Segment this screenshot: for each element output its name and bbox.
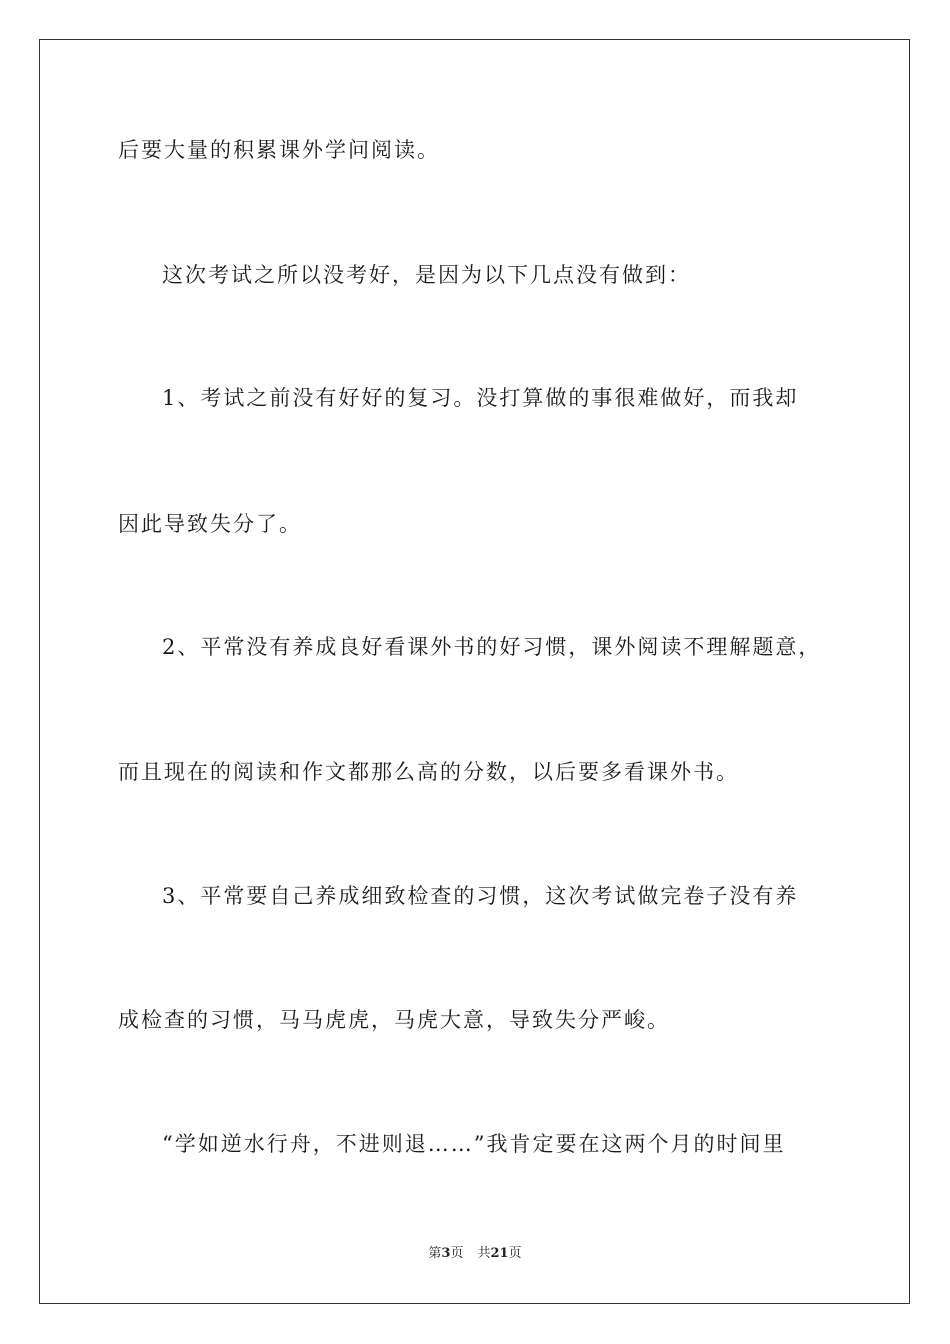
page-footer [0,1246,950,1262]
text-line-5: 2、平常没有养成良好看课外书的好习惯，课外阅读不理解题意， [162,635,822,659]
text-line-1: 后要大量的积累课外学问阅读。 [118,138,440,162]
page-label-prefix: 第 [428,1246,442,1261]
text-line-7: 3、平常要自己养成细致检查的习惯，这次考试做完卷子没有养 [162,884,799,908]
page-border [39,39,910,1304]
page-label-suffix: 页 [450,1246,464,1261]
text-line-4: 因此导致失分了。 [118,512,302,536]
text-line-8: 成检查的习惯，马马虎虎，马虎大意，导致失分严峻。 [118,1008,670,1032]
total-label-suffix: 页 [508,1246,522,1261]
text-line-3: 1、考试之前没有好好的复习。没打算做的事很难做好，而我却 [162,386,799,410]
text-line-9: “学如逆水行舟，不进则退……”我肯定要在这两个月的时间里 [162,1132,786,1156]
text-line-6: 而且现在的阅读和作文都那么高的分数，以后要多看课外书。 [118,760,739,784]
total-label-prefix: 共 [477,1246,491,1261]
total-pages: 21 [490,1246,509,1261]
page-number: 3 [441,1246,451,1261]
text-line-2: 这次考试之所以没考好，是因为以下几点没有做到： [162,263,691,287]
